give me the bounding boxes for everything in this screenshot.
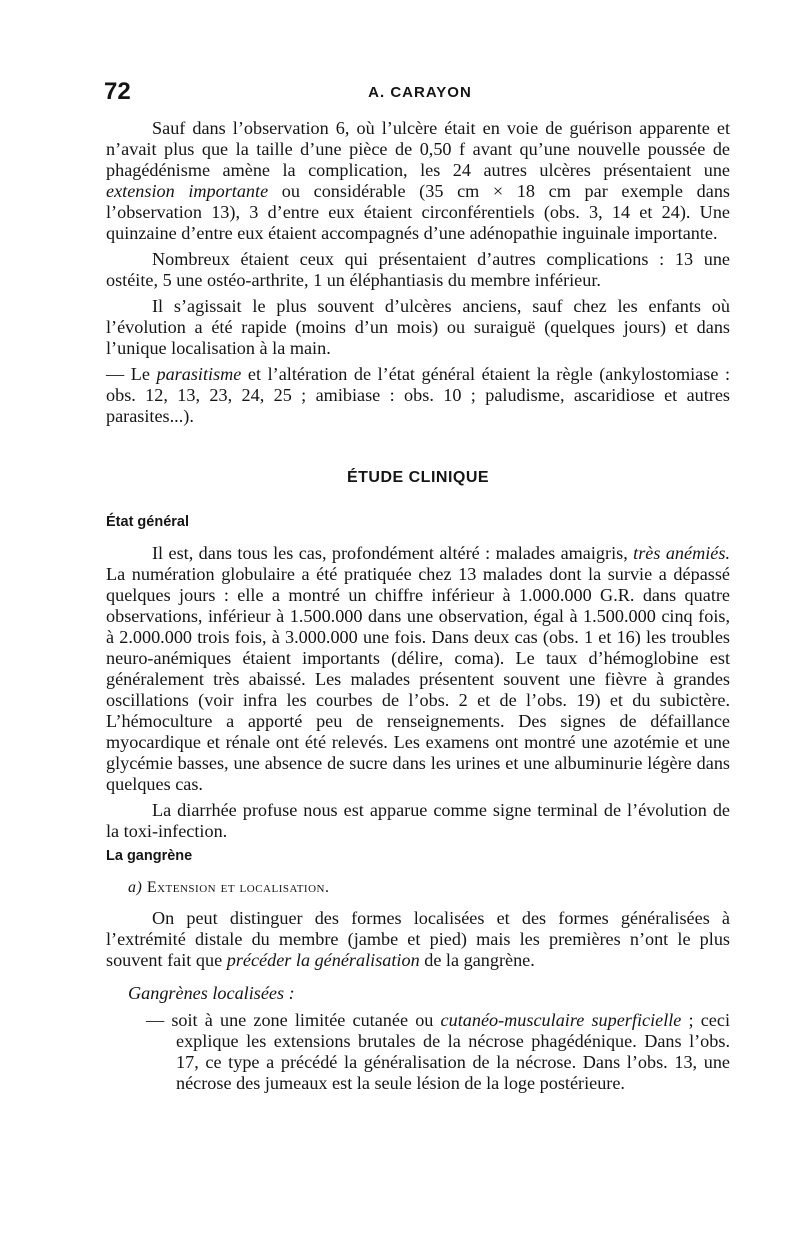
paragraph-old-ulcers: Il s’agissait le plus souvent d’ulcères anciens, sauf chez les enfants où l’évolution a été rapide (moins d’un mois) ou suraiguë (quelques jours) et dans l’unique localisation à la main.: [106, 296, 730, 358]
heading-gangrene: La gangrène: [106, 848, 193, 864]
paragraph-parasitism: — Le parasitisme et l’altération de l’état général étaient la règle (ankylostomiase : obs. 12, 13, 23, 24, 25 ; amibiase : obs. 10 ; paludisme, ascaridiose et autres parasites...).: [106, 364, 730, 426]
paragraph-formes: On peut distinguer des formes localisées et des formes généralisées à l’extrémité distale du membre (jambe et pied) mais les premières n’ont le plus souvent fait que précéder la généralisation de la gangrène.: [106, 908, 730, 970]
paragraph-diarrhee: La diarrhée profuse nous est apparue comme signe terminal de l’évolution de la toxi-infection.: [106, 800, 730, 841]
paragraph-ulcer-extension: Sauf dans l’observation 6, où l’ulcère était en voie de guérison apparente et n’avait plus que la taille d’une pièce de 0,50 f avant qu’une nouvelle poussée de phagédénisme amène la complication, les 24 autres ulcères présentaient une extension importante ou considérable (35 cm × 18 cm par exemple dans l’observation 13), 3 d’entre eux étaient circonférentiels (obs. 3, 14 et 24). Une quinzaine d’entre eux étaient accompagnés d’une adénopathie inguinale importante.: [106, 118, 730, 243]
page-body: [106, 118, 730, 1094]
heading-etat-general: État général: [106, 514, 189, 530]
emphasis-generalisation: précéder la généralisation: [226, 950, 420, 970]
list-item-superficielle: — soit à une zone limitée cutanée ou cutanéo-musculaire superficielle ; ceci explique les extensions brutales de la nécrose phagédénique. Dans l’obs. 17, ce type a précédé la généralisation de la nécrose. Dans l’obs. 13, une nécrose des jumeaux est la seule lésion de la loge postérieure.: [146, 1010, 730, 1093]
section-title: ÉTUDE CLINIQUE: [346, 469, 490, 486]
page-number: 72: [104, 78, 131, 105]
paragraph-etat-general: Il est, dans tous les cas, profondément altéré : malades amaigris, très anémiés. La numération globulaire a été pratiquée chez 13 malades dont la survie a dépassé quelques jours : elle a montré un chiffre inférieur à 1.000.000 G.R. dans quatre observations, inférieur à 1.500.000 dans une observation, égal à 1.500.000 cinq fois, à 2.000.000 trois fois, à 3.000.000 une fois. Dans deux cas (obs. 1 et 16) les troubles neuro-anémiques étaient importants (délire, coma). Le taux d’hémoglobine est généralement très abaissé. Les malades présentent souvent une fièvre à grandes oscillations (voir infra les courbes de l’obs. 2 et de l’obs. 19) et du subictère. L’hémoculture a apporté peu de renseignements. Des signes de défaillance myocardique et rénale ont été relevés. Les examens ont montré une azotémie et une glycémie basses, une absence de sucre dans les urines et une albuminurie légère dans quelques cas.: [106, 543, 730, 794]
subsection-extension: [128, 877, 730, 898]
subsection-letter: a): [128, 879, 143, 896]
emphasis-parasitisme: parasitisme: [156, 364, 242, 384]
heading-gangrenes-localisees: Gangrènes localisées :: [128, 983, 295, 1003]
emphasis-extension: extension importante: [106, 181, 269, 201]
emphasis-anemies: très anémiés.: [633, 543, 730, 563]
subsection-title: Extension et localisation.: [146, 879, 330, 896]
emphasis-cutaneo: cutanéo-musculaire superficielle: [440, 1010, 682, 1030]
paragraph-complications: Nombreux étaient ceux qui présentaient d’autres complications : 13 une ostéite, 5 une ostéo-arthrite, 1 un éléphantiasis du membre inférieur.: [106, 249, 730, 290]
page-header: [100, 78, 740, 108]
running-head: A. CARAYON: [368, 84, 472, 101]
